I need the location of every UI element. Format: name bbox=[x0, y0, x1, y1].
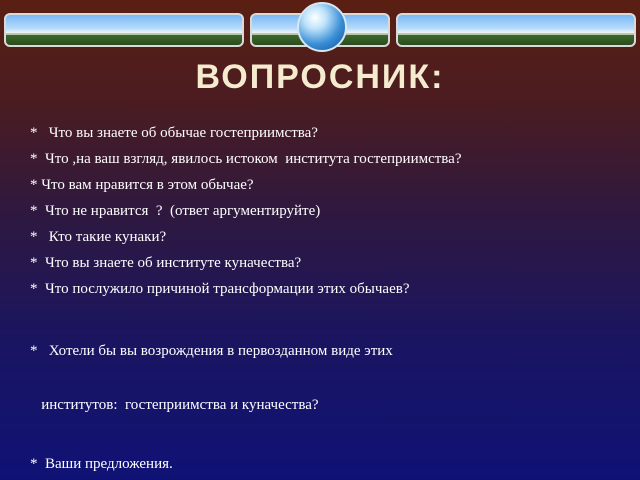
question-line: * Хотели бы вы возрождения в первозданном виде этих bbox=[30, 343, 393, 359]
landscape-banner-right bbox=[396, 13, 636, 47]
landscape-banner-left bbox=[4, 13, 244, 47]
question-item bbox=[30, 306, 630, 450]
globe-icon bbox=[297, 2, 347, 52]
question-item: * Что ,на ваш взгляд, явилось истоком института гостеприимства? bbox=[30, 151, 462, 167]
question-item: * Что послужило причиной трансформации этих обычаев? bbox=[30, 281, 410, 297]
question-item: * Что вы знаете об обычае гостеприимства? bbox=[30, 125, 318, 141]
question-item: * Что не нравится ? (ответ аргументируйте) bbox=[30, 203, 321, 219]
slide-title: ВОПРОСНИК: bbox=[195, 58, 445, 96]
question-item: * Кто такие кунаки? bbox=[30, 229, 167, 245]
question-item: * Ваши предложения. bbox=[30, 456, 173, 472]
question-item: * Что вам нравится в этом обычае? bbox=[30, 177, 254, 193]
question-line: институтов: гостеприимства и куначества? bbox=[30, 397, 319, 413]
question-list bbox=[30, 124, 630, 480]
question-item: * Что вы знаете об институте куначества? bbox=[30, 255, 302, 271]
